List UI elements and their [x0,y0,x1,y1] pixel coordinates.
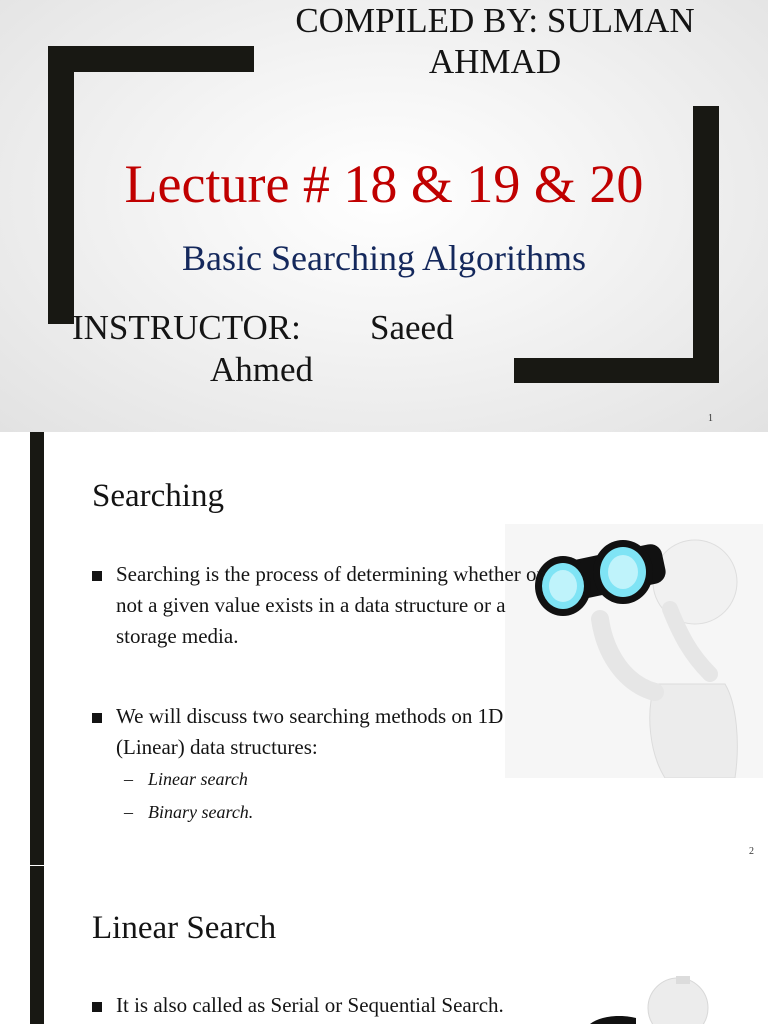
instructor-label: INSTRUCTOR: [72,308,301,347]
title-slide [0,0,768,432]
slide-left-bar [30,432,44,865]
frame-bottom-right-horizontal [514,358,719,383]
square-bullet-icon [92,571,102,581]
page-number: 2 [749,846,754,857]
instructor-first-name: Saeed [370,308,454,347]
sub-item-text: Linear search [148,769,248,789]
bullet-item [92,701,552,763]
page-number: 1 [708,413,713,424]
compiled-by-line1: COMPILED BY: SULMAN [295,1,695,40]
bullet-text: Searching is the process of determining whether or not a given value exists in a data structure or a storage media. [116,562,544,648]
figure-icon [590,974,730,1024]
compiled-by-line2: AHMAD [428,42,562,81]
frame-top-left-horizontal [48,46,254,72]
bullet-text: We will discuss two searching methods on 1D (Linear) data structures: [116,704,504,759]
square-bullet-icon [92,1002,102,1012]
sub-list-item [124,802,253,823]
dash-bullet-icon: – [124,802,133,822]
lecture-subtitle: Basic Searching Algorithms [182,238,586,278]
compiled-by-text [250,0,740,82]
slide-heading: Searching [92,478,224,514]
sub-item-text: Binary search. [148,802,254,822]
lecture-title: Lecture # 18 & 19 & 20 [124,154,644,214]
slide-left-bar [30,866,44,1024]
instructor-last-name: Ahmed [210,350,314,389]
bullet-item [92,990,612,1021]
searching-slide [0,432,768,865]
slide-heading: Linear Search [92,910,277,946]
square-bullet-icon [92,713,102,723]
bullet-text: It is also called as Serial or Sequential Search. [116,993,504,1017]
dash-bullet-icon: – [124,769,133,789]
linear-search-slide [0,866,768,1024]
sub-list-item [124,769,248,790]
bullet-item [92,559,552,652]
